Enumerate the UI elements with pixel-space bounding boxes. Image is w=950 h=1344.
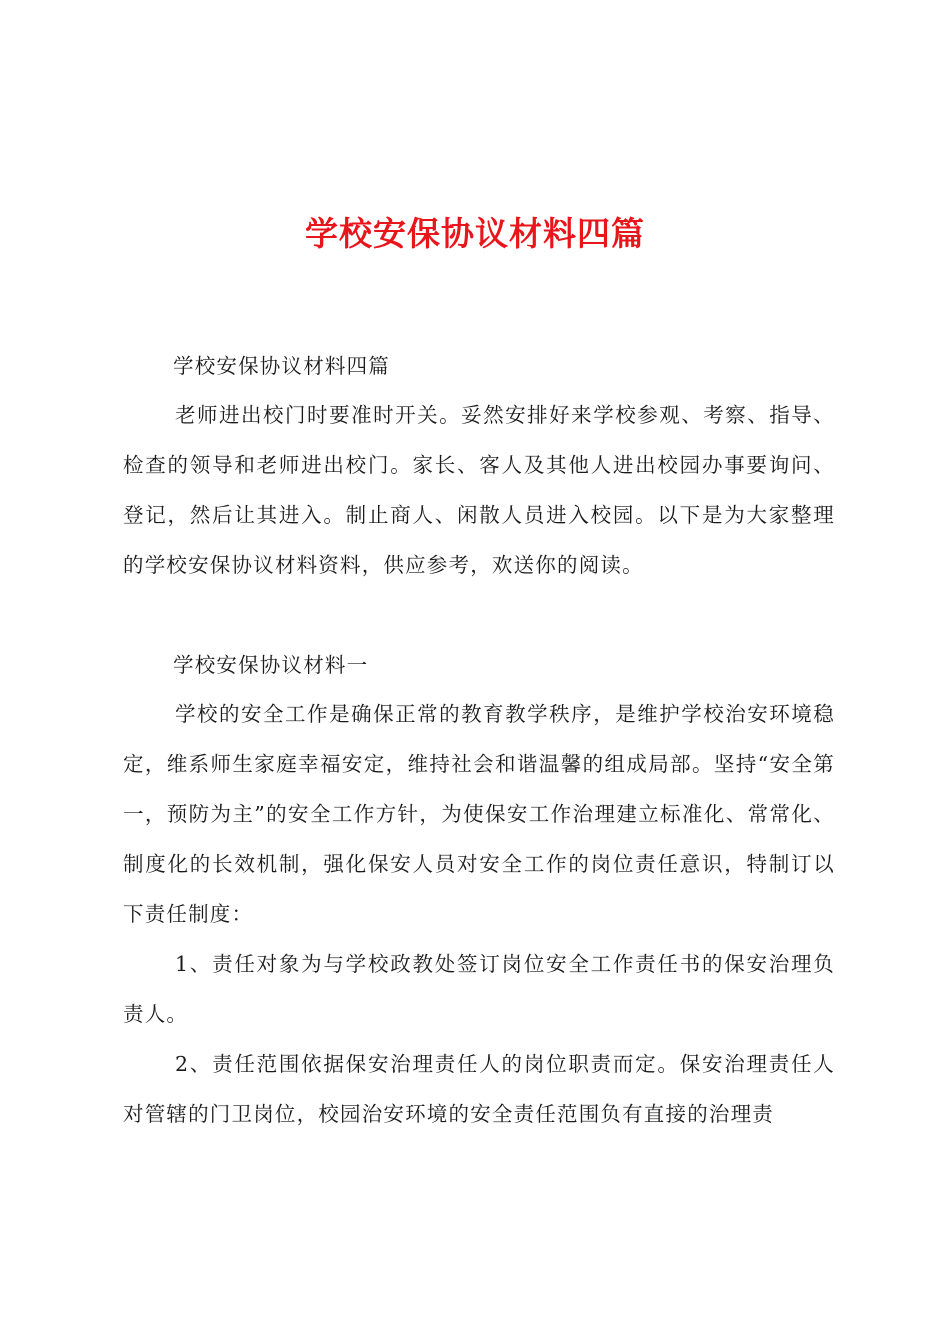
intro-heading: 学校安保协议材料四篇 [173, 354, 390, 378]
intro-paragraph: 老师进出校门时要准时开关。妥然安排好来学校参观、考察、指导、检查的领导和老师进出校门。家长、客人及其他人进出校园办事要询问、登记，然后让其进入。制止商人、闲散人员进入校园。以下是为大家整理的学校安保协议材料资料，供应参考，欢送你的阅读。 [123, 403, 835, 577]
list-item-1: 1、责任对象为与学校政教处签订岗位安全工作责任书的保安治理负责人。 [123, 952, 835, 1026]
section1-heading: 学校安保协议材料一 [173, 653, 369, 677]
section1-paragraph: 学校的安全工作是确保正常的教育教学秩序，是维护学校治安环境稳定，维系师生家庭幸福安定，维持社会和谐温馨的组成局部。坚持“安全第一，预防为主”的安全工作方针，为使保安工作治理建立标准化、常常化、制度化的长效机制，强化保安人员对安全工作的岗位责任意识，特制订以下责任制度： [123, 702, 835, 926]
list-item-2: 2、责任范围依据保安治理责任人的岗位职责而定。保安治理责任人对管辖的门卫岗位，校园治安环境的安全责任范围负有直接的治理责 [123, 1052, 835, 1126]
document-title: 学校安保协议材料四篇 [305, 214, 645, 253]
